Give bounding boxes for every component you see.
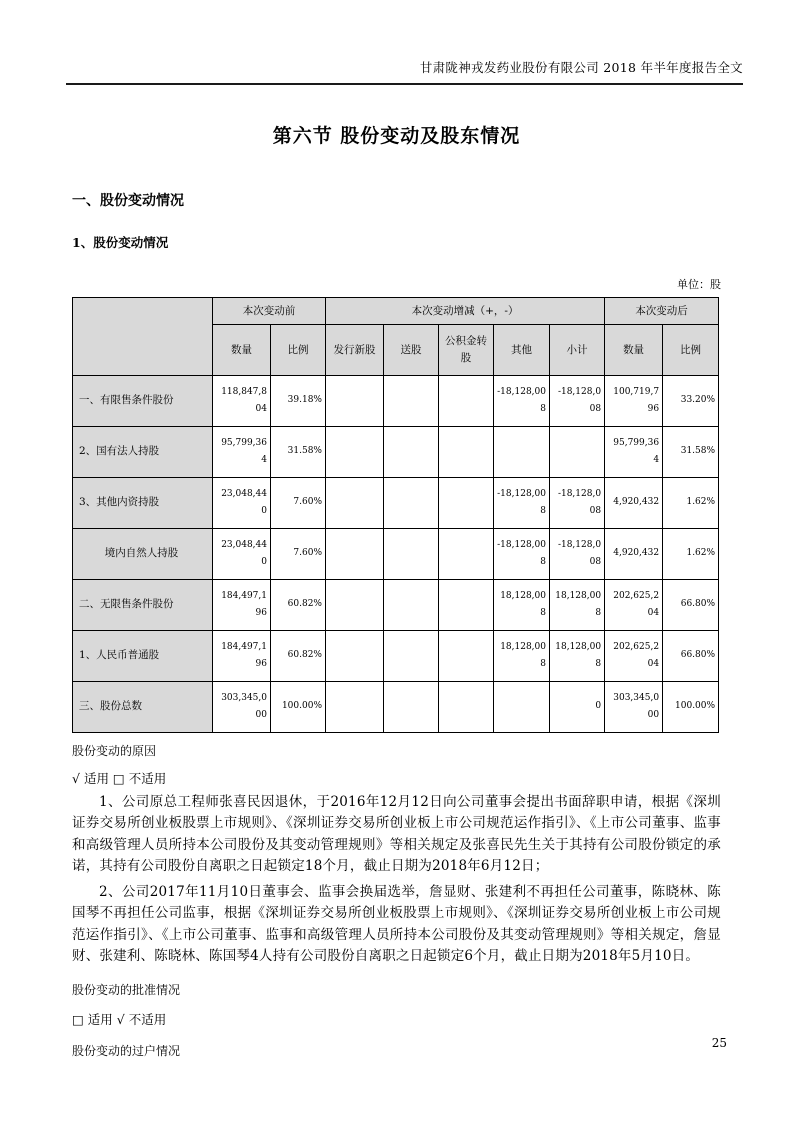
table-cell: -18,128,008 [494, 478, 550, 529]
page-title: 第六节 股份变动及股东情况 [272, 125, 521, 147]
table-cell [384, 376, 439, 427]
table-cell: 100.00% [663, 682, 719, 733]
table-cell [326, 529, 384, 580]
table-cell: 100.00% [271, 682, 326, 733]
table-row [73, 631, 719, 682]
table-row [73, 580, 719, 631]
row-label: 三、股份总数 [73, 682, 213, 733]
table-cell: -18,128,008 [550, 529, 605, 580]
col-header-ratio-after: 比例 [663, 325, 719, 376]
table-cell: 202,625,204 [605, 631, 663, 682]
col-group-after: 本次变动后 [605, 298, 719, 325]
col-header-bonus-shares: 送股 [384, 325, 439, 376]
table-cell: 7.60% [271, 478, 326, 529]
row-label: 2、国有法人持股 [73, 427, 213, 478]
table-cell [326, 580, 384, 631]
table-row [73, 427, 719, 478]
table-cell [326, 427, 384, 478]
transfer-heading: 股份变动的过户情况 [72, 1044, 181, 1059]
table-cell: 184,497,196 [213, 631, 271, 682]
col-header-qty-before: 数量 [213, 325, 271, 376]
table-row [73, 478, 719, 529]
table-cell: 303,345,000 [213, 682, 271, 733]
table-cell [494, 682, 550, 733]
col-header-subtotal: 小计 [550, 325, 605, 376]
table-cell [439, 376, 494, 427]
table-cell: -18,128,008 [550, 478, 605, 529]
table-cell: 1.62% [663, 529, 719, 580]
share-change-table [72, 297, 719, 733]
subsection-heading: 1、股份变动情况 [72, 235, 169, 250]
table-cell [439, 529, 494, 580]
reason-paragraph-1: 1、公司原总工程师张喜民因退休，于2016年12月12日向公司董事会提出书面辞职申请，根据《深圳证券交易所创业板股票上市规则》、《深圳证券交易所创业板上市公司规范运作指引》、《上市公司董事、监事和高级管理人员所持本公司股份及其变动管理规则》等相关规定及张喜民先生关于其持有公司股份锁定的承诺，其持有公司股份自离职之日起锁定18个月，截止日期为2018年6月12日； [72, 794, 721, 874]
table-cell [439, 682, 494, 733]
table-cell: 0 [550, 682, 605, 733]
table-cell [550, 427, 605, 478]
col-header-new-issue: 发行新股 [326, 325, 384, 376]
table-cell: 23,048,440 [213, 529, 271, 580]
table-cell: 60.82% [271, 580, 326, 631]
row-label: 境内自然人持股 [73, 529, 213, 580]
table-cell: 33.20% [663, 376, 719, 427]
table-row [73, 376, 719, 427]
table-cell: 31.58% [663, 427, 719, 478]
table-cell [494, 427, 550, 478]
page-content [72, 121, 721, 1059]
section-heading: 一、股份变动情况 [72, 193, 184, 209]
table-cell [384, 580, 439, 631]
table-corner-cell [73, 298, 213, 376]
row-label: 3、其他内资持股 [73, 478, 213, 529]
table-cell: -18,128,008 [550, 376, 605, 427]
page-number: 25 [711, 1036, 727, 1050]
row-label: 二、无限售条件股份 [73, 580, 213, 631]
table-group-header-row [73, 298, 719, 325]
col-group-change: 本次变动增减（+，-） [326, 298, 605, 325]
table-cell [326, 631, 384, 682]
col-header-other: 其他 [494, 325, 550, 376]
col-group-before: 本次变动前 [213, 298, 326, 325]
table-cell: 4,920,432 [605, 529, 663, 580]
reason-paragraph-2: 2、公司2017年11月10日董事会、监事会换届选举，詹显财、张建利不再担任公司董事，陈晓林、陈国琴不再担任公司监事，根据《深圳证券交易所创业板股票上市规则》、《深圳证券交易所创业板上市公司规范运作指引》、《上市公司董事、监事和高级管理人员所持本公司股份及其变动管理规则》等相关规定，詹显财、张建利、陈晓林、陈国琴4人持有公司股份自离职之日起锁定6个月，截止日期为2018年5月10日。 [72, 884, 721, 965]
table-cell [326, 682, 384, 733]
table-cell: 118,847,804 [213, 376, 271, 427]
table-cell: 66.80% [663, 631, 719, 682]
table-cell: -18,128,008 [494, 529, 550, 580]
table-cell [439, 478, 494, 529]
row-label: 1、人民币普通股 [73, 631, 213, 682]
table-row [73, 529, 719, 580]
table-cell: 4,920,432 [605, 478, 663, 529]
table-cell: 184,497,196 [213, 580, 271, 631]
table-cell [384, 427, 439, 478]
table-cell: 18,128,008 [550, 580, 605, 631]
row-label: 一、有限售条件股份 [73, 376, 213, 427]
table-cell: 95,799,364 [605, 427, 663, 478]
table-cell: 202,625,204 [605, 580, 663, 631]
col-header-qty-after: 数量 [605, 325, 663, 376]
table-cell [384, 529, 439, 580]
unit-label: 单位：股 [677, 278, 721, 291]
table-cell [439, 580, 494, 631]
table-cell [384, 631, 439, 682]
col-header-ratio-before: 比例 [271, 325, 326, 376]
table-cell: 66.80% [663, 580, 719, 631]
table-cell: 18,128,008 [494, 580, 550, 631]
table-row [73, 682, 719, 733]
table-cell: 7.60% [271, 529, 326, 580]
table-cell: 303,345,000 [605, 682, 663, 733]
table-cell: 1.62% [663, 478, 719, 529]
table-cell [326, 478, 384, 529]
running-header: 甘肃陇神戎发药业股份有限公司 2018 年半年度报告全文 [66, 0, 743, 85]
table-cell: 23,048,440 [213, 478, 271, 529]
table-cell: 18,128,008 [494, 631, 550, 682]
table-cell: 31.58% [271, 427, 326, 478]
reason-applicability: √ 适用 □ 不适用 [72, 771, 167, 786]
table-cell: 39.18% [271, 376, 326, 427]
table-cell: 95,799,364 [213, 427, 271, 478]
approval-applicability: □ 适用 √ 不适用 [72, 1012, 167, 1028]
table-cell [384, 478, 439, 529]
approval-heading: 股份变动的批准情况 [72, 983, 181, 998]
col-header-reserve-conversion: 公积金转股 [439, 325, 494, 376]
table-cell [384, 682, 439, 733]
table-cell [439, 427, 494, 478]
table-cell [326, 376, 384, 427]
table-cell: 18,128,008 [550, 631, 605, 682]
table-cell [439, 631, 494, 682]
reason-heading: 股份变动的原因 [72, 744, 157, 758]
table-cell: 60.82% [271, 631, 326, 682]
table-cell: -18,128,008 [494, 376, 550, 427]
table-cell: 100,719,796 [605, 376, 663, 427]
